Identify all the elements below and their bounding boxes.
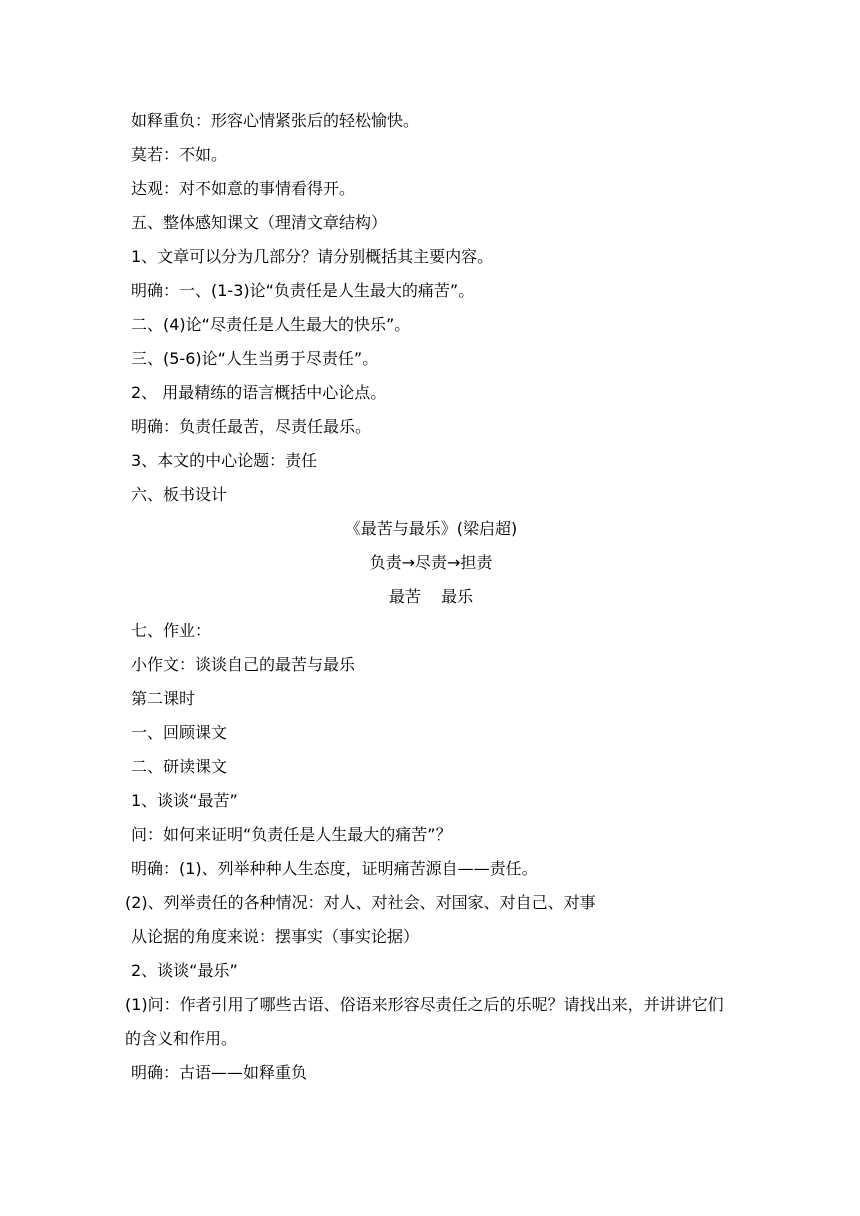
section-heading: 二、研读课文 bbox=[131, 757, 228, 776]
section-heading: 五、整体感知课文（理清文章结构） bbox=[131, 213, 388, 232]
text-line: 二、(4)论“尽责任是人生最大的快乐”。 bbox=[131, 315, 411, 334]
text-line: 明确：负责任最苦，尽责任最乐。 bbox=[131, 417, 372, 436]
text-line: 莫若：不如。 bbox=[131, 145, 228, 164]
section-heading: 七、作业： bbox=[131, 621, 212, 640]
lesson-heading: 第二课时 bbox=[131, 689, 196, 708]
text-line: 如释重负：形容心情紧张后的轻松愉快。 bbox=[131, 111, 420, 130]
text-line: 小作文：谈谈自己的最苦与最乐 bbox=[131, 655, 356, 674]
board-line: 最苦 最乐 bbox=[388, 587, 474, 606]
section-heading: 六、板书设计 bbox=[131, 485, 228, 504]
text-line: (2)、列举责任的各种情况：对人、对社会、对国家、对自己、对事 bbox=[125, 893, 596, 912]
text-line: 2、谈谈“最乐” bbox=[131, 961, 238, 980]
text-line: 从论据的角度来说：摆事实（事实论据） bbox=[131, 927, 420, 946]
text-line: 达观：对不如意的事情看得开。 bbox=[131, 179, 356, 198]
text-line: 3、本文的中心论题：责任 bbox=[131, 451, 318, 470]
text-line: 1、文章可以分为几部分？请分别概括其主要内容。 bbox=[131, 247, 494, 266]
board-title: 《最苦与最乐》(梁启超) bbox=[344, 519, 518, 538]
document-page bbox=[125, 104, 731, 1090]
text-line: 三、(5-6)论“人生当勇于尽责任”。 bbox=[131, 349, 379, 368]
text-line: 明确：(1)、列举种种人生态度，证明痛苦源自——责任。 bbox=[131, 859, 538, 878]
text-line: 问：如何来证明“负责任是人生最大的痛苦”？ bbox=[131, 825, 452, 844]
section-heading: 一、回顾课文 bbox=[131, 723, 228, 742]
board-line: 负责→尽责→担责 bbox=[369, 553, 493, 572]
text-line: 1、谈谈“最苦” bbox=[131, 791, 238, 810]
text-line: 明确：古语——如释重负 bbox=[131, 1063, 308, 1082]
text-line: 2、 用最精练的语言概括中心论点。 bbox=[131, 383, 387, 402]
text-line: 明确：一、(1-3)论“负责任是人生最大的痛苦”。 bbox=[131, 281, 475, 300]
text-paragraph: (1)问：作者引用了哪些古语、俗语来形容尽责任之后的乐呢？请找出来，并讲讲它们的含义和作用。 bbox=[125, 995, 724, 1048]
